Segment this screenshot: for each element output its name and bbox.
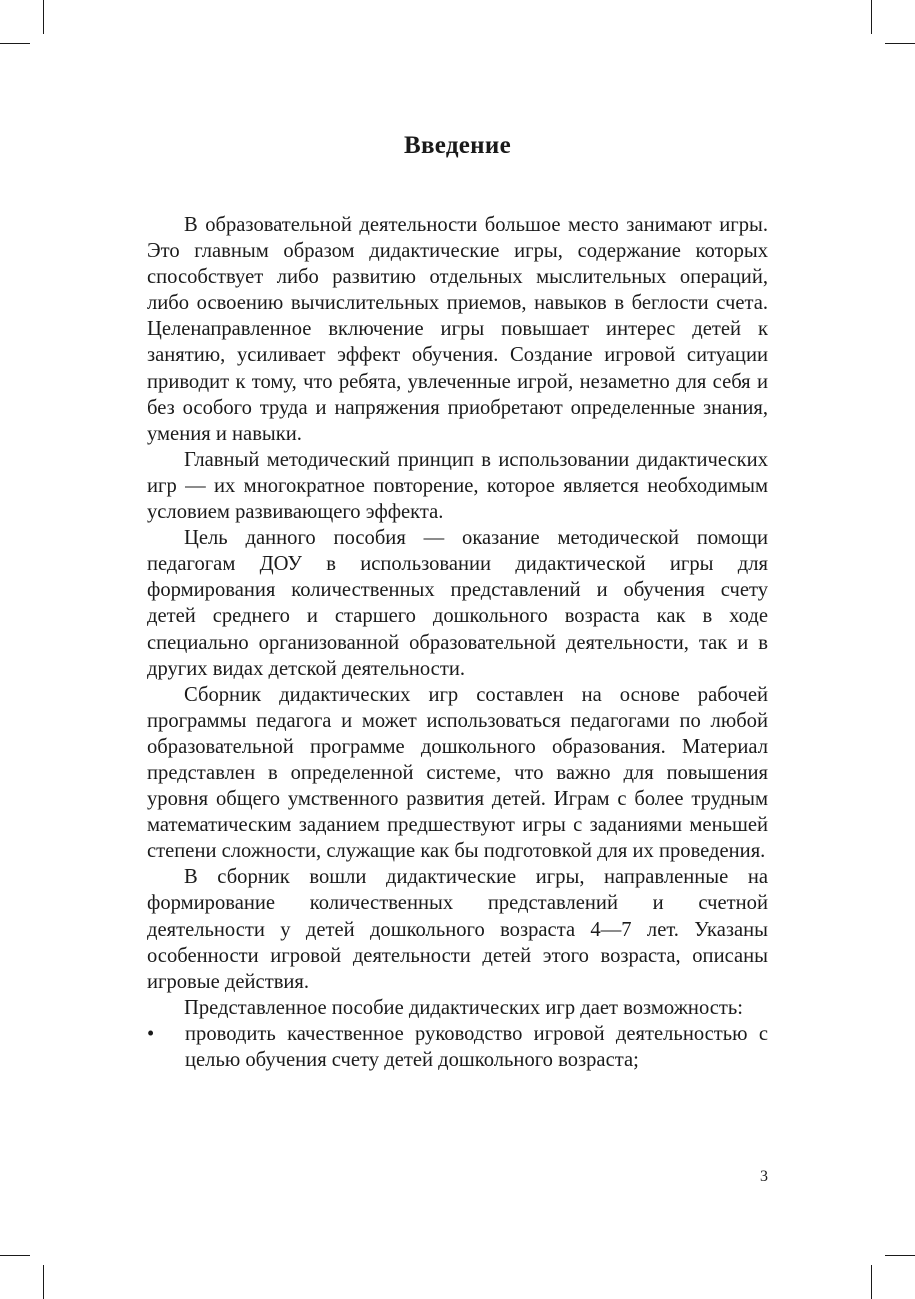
- crop-mark: [0, 43, 30, 44]
- crop-mark: [871, 0, 872, 34]
- crop-mark: [0, 1255, 30, 1256]
- crop-mark: [885, 43, 915, 44]
- paragraph: Главный методический принцип в использовании дидактических игр — их многократное повторение, которое является необходимым условием развивающего эффекта.: [147, 448, 768, 524]
- crop-mark: [43, 1265, 44, 1299]
- page-title: Введение: [404, 132, 511, 159]
- paragraph: Представленное пособие дидактических игр дает возможность:: [184, 996, 744, 1019]
- crop-mark: [43, 0, 44, 34]
- paragraph: В сборник вошли дидактические игры, направленные на формирование количественных представлений и счетной деятельности у детей дошкольного возраста 4—7 лет. Указаны особенности игровой деятельности детей этого возраста, описаны игровые действия.: [147, 866, 768, 993]
- paragraph: Цель данного пособия — оказание методической помощи педагогам ДОУ в использовании дидактической игры для формирования количественных представлений и обучения счету детей среднего и старшего дошкольного возраста как в ходе специально организованной образовательной деятельности, так и в других видах детской деятельности.: [147, 527, 768, 680]
- bullet-list: [147, 1021, 768, 1073]
- paragraph: Сборник дидактических игр составлен на основе рабочей программы педагога и может использоваться педагогами по любой образовательной программе дошкольного образования. Материал представлен в определенной системе, что важно для повышения уровня общего умственного развития детей. Играм с более трудным математическим заданием предшествуют игры с заданиями меньшей степени сложности, служащие как бы подготовкой для их проведения.: [147, 683, 768, 863]
- body-text: [147, 212, 768, 1073]
- bullet-icon: •: [147, 1022, 155, 1045]
- page-number: 3: [760, 1168, 768, 1185]
- crop-mark: [885, 1255, 915, 1256]
- list-item: [147, 1021, 768, 1073]
- paragraph: В образовательной деятельности большое место занимают игры. Это главным образом дидактические игры, содержание которых способствует либо развитию отдельных мыслительных операций, либо освоению вычислительных приемов, навыков в беглости счета. Целенаправленное включение игры повышает интерес детей к занятию, усиливает эффект обучения. Создание игровой ситуации приводит к тому, что ребята, увлеченные игрой, незаметно для себя и без особого труда и напряжения приобретают определенные знания, умения и навыки.: [147, 214, 768, 445]
- list-item-text: проводить качественное руководство игровой деятельностью с целью обучения счету детей дошкольного возраста;: [185, 1022, 768, 1071]
- crop-mark: [871, 1265, 872, 1299]
